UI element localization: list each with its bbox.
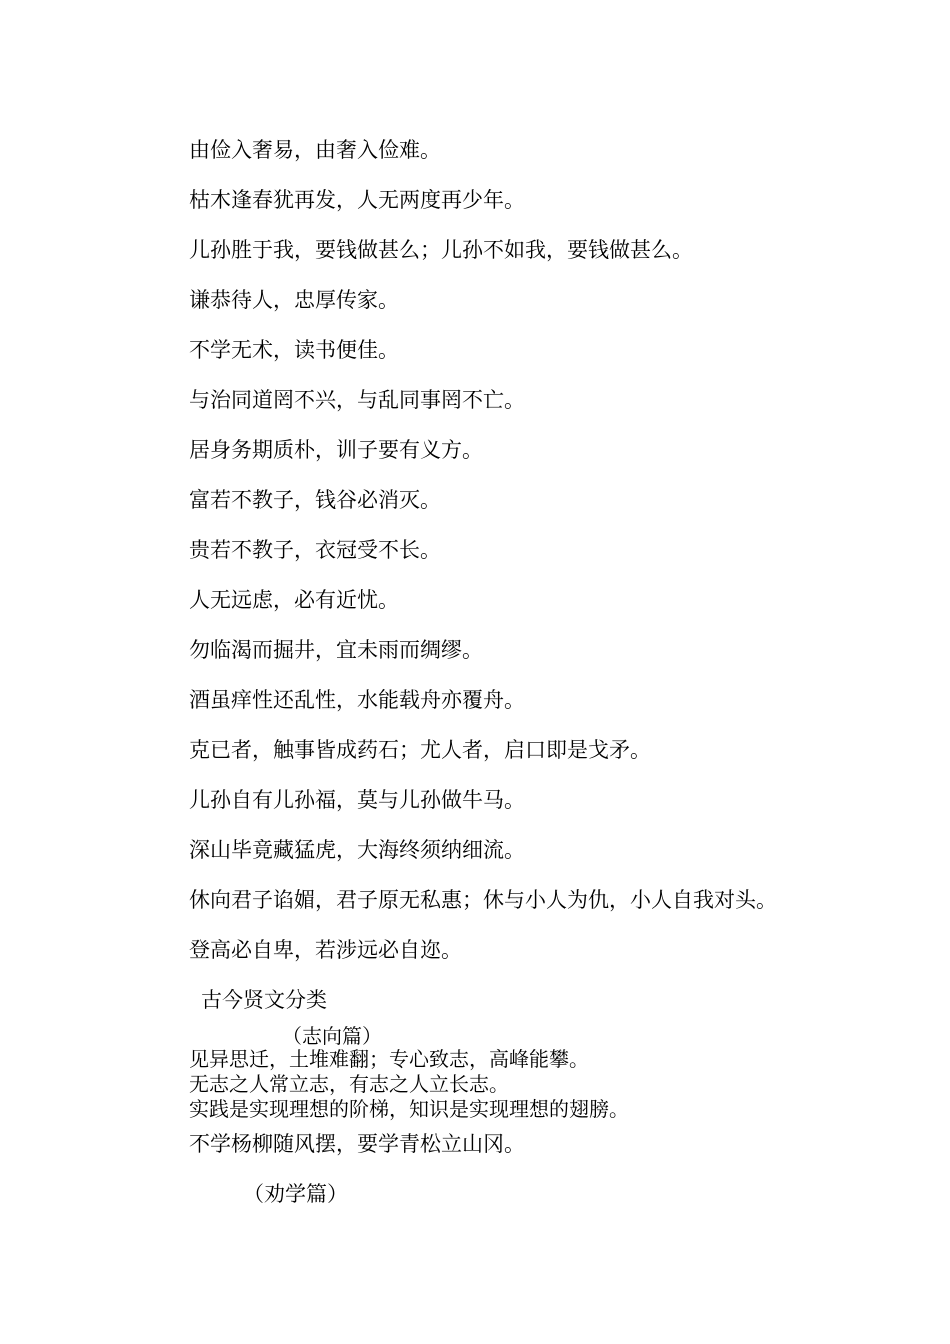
proverb-line: 勿临渴而掘井，宜未雨而绸缪。 — [189, 638, 483, 662]
proverb-line: 由俭入奢易，由奢入俭难。 — [189, 138, 441, 162]
proverb-line: 深山毕竟藏猛虎，大海终须纳细流。 — [189, 838, 525, 862]
proverb-line: 居身务期质朴，训子要有义方。 — [189, 438, 483, 462]
proverb-line: 儿孙自有儿孙福，莫与儿孙做牛马。 — [189, 788, 525, 812]
proverb-line: 谦恭待人，忠厚传家。 — [189, 288, 399, 312]
proverb-line: 休向君子谄媚，君子原无私惠；休与小人为仇，小人自我对头。 — [189, 888, 777, 912]
proverb-line: 克已者，触事皆成药石；尤人者，启口即是戈矛。 — [189, 738, 651, 762]
zhixiang-line: 实践是实现理想的阶梯，知识是实现理想的翅膀。 — [189, 1097, 629, 1121]
section-title: 古今贤文分类 — [201, 988, 327, 1012]
zhixiang-line: 无志之人常立志，有志之人立长志。 — [189, 1072, 509, 1096]
quanxue-heading: （劝学篇） — [243, 1182, 348, 1206]
zhixiang-heading: （志向篇） — [282, 1024, 382, 1048]
proverb-line: 贵若不教子，衣冠受不长。 — [189, 538, 441, 562]
proverb-line: 登高必自卑，若涉远必自迩。 — [189, 938, 462, 962]
proverb-line: 儿孙胜于我，要钱做甚么；儿孙不如我，要钱做甚么。 — [189, 238, 693, 262]
proverb-line: 枯木逢春犹再发，人无两度再少年。 — [189, 188, 525, 212]
proverb-line: 富若不教子，钱谷必消灭。 — [189, 488, 441, 512]
proverb-line: 与治同道罔不兴，与乱同事罔不亡。 — [189, 388, 525, 412]
proverb-line: 酒虽痒性还乱性，水能载舟亦覆舟。 — [189, 688, 525, 712]
zhixiang-line: 不学杨柳随风摆，要学青松立山冈。 — [189, 1132, 525, 1156]
proverb-line: 人无远虑，必有近忧。 — [189, 588, 399, 612]
proverb-line: 不学无术，读书便佳。 — [189, 338, 399, 362]
zhixiang-line: 见异思迁，土堆难翻；专心致志，高峰能攀。 — [189, 1047, 589, 1071]
